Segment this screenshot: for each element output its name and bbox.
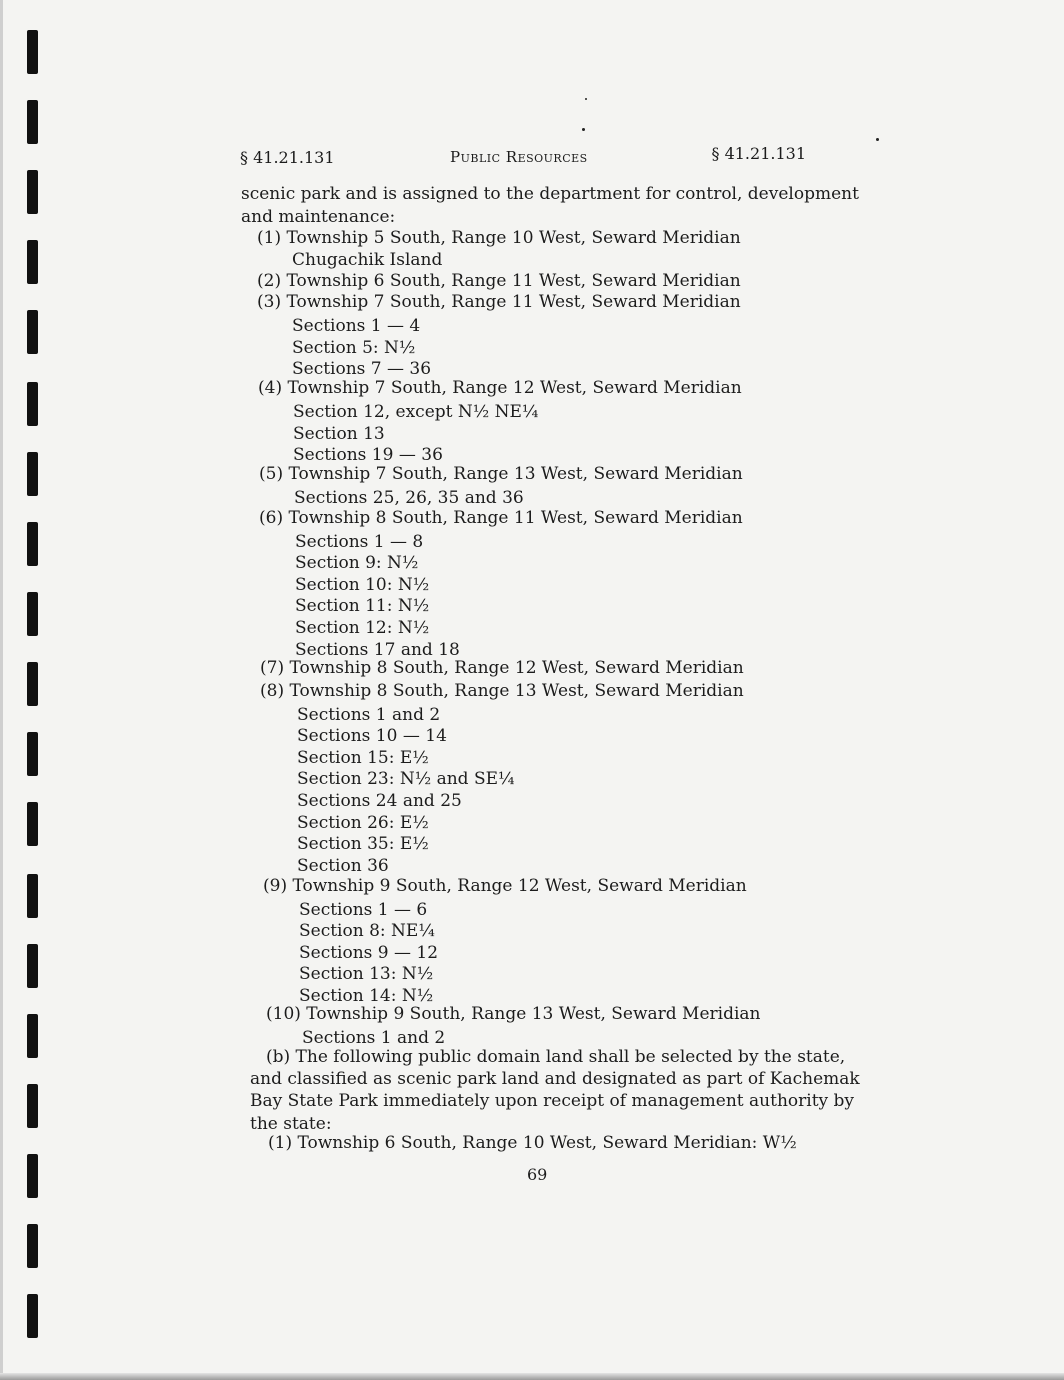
list-item-detail: Section 9: N½ — [295, 553, 419, 573]
list-item-detail: Section 26: E½ — [297, 813, 429, 833]
body-line: and maintenance: — [241, 207, 396, 227]
binder-hole — [27, 1154, 38, 1198]
list-item-detail: Section 8: NE¼ — [299, 921, 435, 941]
body-line: scenic park and is assigned to the department for control, development — [241, 184, 859, 204]
body-line: (b) The following public domain land shall be selected by the state, — [266, 1047, 846, 1067]
page-bottom-edge — [0, 1373, 1064, 1380]
binder-hole — [27, 1084, 38, 1128]
list-item-detail: Section 5: N½ — [292, 338, 416, 358]
list-item-detail: Section 10: N½ — [295, 575, 430, 595]
page-number: 69 — [527, 1165, 548, 1184]
list-item-detail: Section 12, except N½ NE¼ — [293, 402, 539, 422]
list-item-heading: (8) Township 8 South, Range 13 West, Seward Meridian — [260, 681, 744, 701]
list-item-detail: Sections 19 — 36 — [293, 445, 443, 465]
binder-hole — [27, 1014, 38, 1058]
binder-hole — [27, 662, 38, 706]
list-item-detail: Sections 1 — 8 — [295, 532, 424, 552]
list-item-detail: Section 35: E½ — [297, 834, 429, 854]
binder-hole — [27, 100, 38, 144]
binder-hole — [27, 732, 38, 776]
list-item-detail: Sections 10 — 14 — [297, 726, 447, 746]
list-item-heading: (9) Township 9 South, Range 12 West, Seward Meridian — [263, 876, 747, 896]
scan-speck — [582, 128, 585, 131]
scan-speck — [876, 138, 879, 141]
body-line: and classified as scenic park land and designated as part of Kachemak — [250, 1069, 860, 1089]
list-item-heading: (3) Township 7 South, Range 11 West, Seward Meridian — [257, 292, 741, 312]
binder-hole — [27, 522, 38, 566]
list-item-detail: Sections 1 — 6 — [299, 900, 428, 920]
binder-hole — [27, 382, 38, 426]
list-item-detail: Section 14: N½ — [299, 986, 434, 1006]
binder-hole — [27, 802, 38, 846]
header-section-right: § 41.21.131 — [711, 144, 806, 163]
binder-hole — [27, 170, 38, 214]
binder-hole — [27, 592, 38, 636]
list-item-detail: Sections 9 — 12 — [299, 943, 439, 963]
list-item-detail: Section 36 — [297, 856, 389, 876]
page-edge — [0, 0, 3, 1380]
list-item-detail: Section 11: N½ — [295, 596, 430, 616]
list-item-detail: Sections 1 — 4 — [292, 316, 421, 336]
binder-hole — [27, 874, 38, 918]
list-item-detail: Sections 24 and 25 — [297, 791, 462, 811]
list-item-heading: (1) Township 6 South, Range 10 West, Seward Meridian: W½ — [268, 1133, 797, 1153]
list-item-heading: (10) Township 9 South, Range 13 West, Seward Meridian — [266, 1004, 761, 1024]
list-item-heading: (4) Township 7 South, Range 12 West, Seward Meridian — [258, 378, 742, 398]
list-item-detail: Chugachik Island — [292, 250, 443, 270]
binder-hole — [27, 310, 38, 354]
list-item-heading: (6) Township 8 South, Range 11 West, Seward Meridian — [259, 508, 743, 528]
list-item-detail: Sections 25, 26, 35 and 36 — [294, 488, 524, 508]
body-line: Bay State Park immediately upon receipt of management authority by — [250, 1091, 855, 1111]
list-item-heading: (2) Township 6 South, Range 11 West, Seward Meridian — [257, 271, 741, 291]
binder-hole — [27, 944, 38, 988]
body-line: the state: — [250, 1114, 332, 1134]
list-item-detail: Section 15: E½ — [297, 748, 429, 768]
binder-hole — [27, 240, 38, 284]
binder-hole — [27, 1224, 38, 1268]
list-item-heading: (5) Township 7 South, Range 13 West, Seward Meridian — [259, 464, 743, 484]
list-item-detail: Section 13 — [293, 424, 385, 444]
list-item-detail: Section 23: N½ and SE¼ — [297, 769, 515, 789]
list-item-detail: Sections 1 and 2 — [302, 1028, 446, 1048]
list-item-detail: Section 12: N½ — [295, 618, 430, 638]
header-section-left: § 41.21.131 — [240, 148, 335, 167]
list-item-detail: Sections 17 and 18 — [295, 640, 460, 660]
binder-hole — [27, 452, 38, 496]
scan-speck — [585, 98, 587, 100]
list-item-detail: Section 13: N½ — [299, 964, 434, 984]
header-title: Public Resources — [450, 148, 588, 166]
binder-hole — [27, 1294, 38, 1338]
running-header — [240, 144, 806, 170]
list-item-heading: (7) Township 8 South, Range 12 West, Seward Meridian — [260, 658, 744, 678]
binder-hole — [27, 30, 38, 74]
list-item-detail: Sections 1 and 2 — [297, 705, 441, 725]
list-item-heading: (1) Township 5 South, Range 10 West, Seward Meridian — [257, 228, 741, 248]
list-item-detail: Sections 7 — 36 — [292, 359, 432, 379]
